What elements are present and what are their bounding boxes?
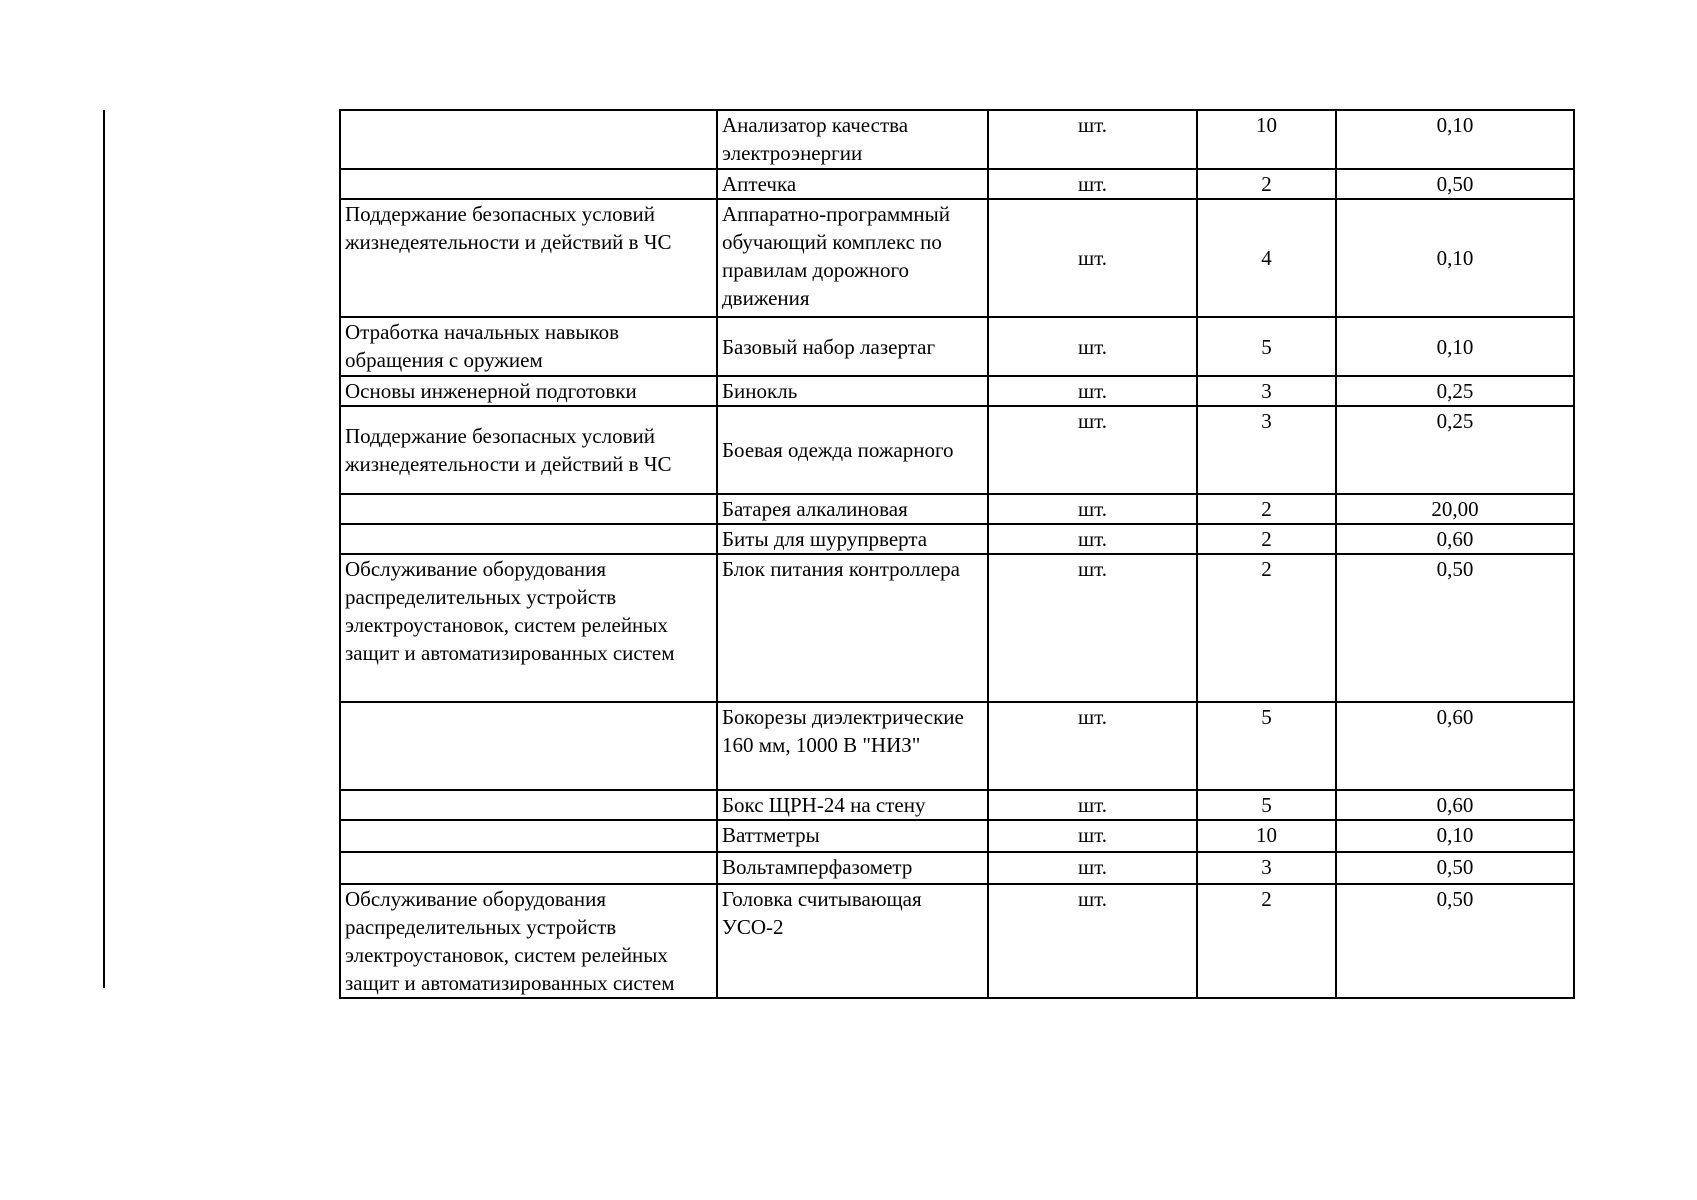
purpose-cell bbox=[340, 494, 717, 524]
norm-cell: 0,10 bbox=[1336, 199, 1574, 317]
unit-cell: шт. bbox=[988, 317, 1197, 376]
quantity-cell: 4 bbox=[1197, 199, 1336, 317]
table-row bbox=[340, 554, 1574, 702]
unit-cell: шт. bbox=[988, 554, 1197, 702]
item-name-cell: Ваттметры bbox=[717, 820, 988, 852]
unit-cell: шт. bbox=[988, 376, 1197, 406]
item-name-cell: Вольтамперфазометр bbox=[717, 852, 988, 884]
item-name-cell: Батарея алкалиновая bbox=[717, 494, 988, 524]
table-row bbox=[340, 524, 1574, 554]
table-row bbox=[340, 852, 1574, 884]
item-name-cell: Головка считывающая УСО-2 bbox=[717, 884, 988, 998]
item-name-cell: Аптечка bbox=[717, 169, 988, 199]
norm-cell: 20,00 bbox=[1336, 494, 1574, 524]
purpose-cell bbox=[340, 820, 717, 852]
item-name-cell: Бокс ЩРН-24 на стену bbox=[717, 790, 988, 820]
quantity-cell: 10 bbox=[1197, 110, 1336, 169]
unit-cell: шт. bbox=[988, 524, 1197, 554]
purpose-cell bbox=[340, 524, 717, 554]
item-name-cell: Боевая одежда пожарного bbox=[717, 406, 988, 494]
item-name-cell: Бинокль bbox=[717, 376, 988, 406]
table-row bbox=[340, 494, 1574, 524]
table-row bbox=[340, 376, 1574, 406]
norm-cell: 0,50 bbox=[1336, 852, 1574, 884]
purpose-cell bbox=[340, 790, 717, 820]
quantity-cell: 3 bbox=[1197, 852, 1336, 884]
item-name-cell: Биты для шурупрверта bbox=[717, 524, 988, 554]
norm-cell: 0,50 bbox=[1336, 884, 1574, 998]
norm-cell: 0,60 bbox=[1336, 790, 1574, 820]
purpose-cell bbox=[340, 852, 717, 884]
item-name-cell: Анализатор качества электроэнергии bbox=[717, 110, 988, 169]
unit-cell: шт. bbox=[988, 406, 1197, 494]
purpose-cell: Отработка начальных навыков обращения с оружием bbox=[340, 317, 717, 376]
quantity-cell: 3 bbox=[1197, 406, 1336, 494]
table-row bbox=[340, 820, 1574, 852]
quantity-cell: 2 bbox=[1197, 884, 1336, 998]
table-row bbox=[340, 790, 1574, 820]
purpose-cell bbox=[340, 702, 717, 790]
purpose-cell bbox=[340, 169, 717, 199]
norm-cell: 0,50 bbox=[1336, 554, 1574, 702]
table-row bbox=[340, 317, 1574, 376]
norm-cell: 0,10 bbox=[1336, 110, 1574, 169]
quantity-cell: 5 bbox=[1197, 702, 1336, 790]
purpose-cell: Поддержание безопасных условий жизнедеятельности и действий в ЧС bbox=[340, 199, 717, 317]
equipment-table bbox=[339, 109, 1575, 999]
quantity-cell: 2 bbox=[1197, 494, 1336, 524]
norm-cell: 0,10 bbox=[1336, 820, 1574, 852]
quantity-cell: 3 bbox=[1197, 376, 1336, 406]
unit-cell: шт. bbox=[988, 852, 1197, 884]
table-row bbox=[340, 110, 1574, 169]
table-row bbox=[340, 884, 1574, 998]
quantity-cell: 5 bbox=[1197, 790, 1336, 820]
table-row bbox=[340, 169, 1574, 199]
unit-cell: шт. bbox=[988, 790, 1197, 820]
purpose-cell: Поддержание безопасных условий жизнедеятельности и действий в ЧС bbox=[340, 406, 717, 494]
item-name-cell: Блок питания контроллера bbox=[717, 554, 988, 702]
quantity-cell: 2 bbox=[1197, 524, 1336, 554]
item-name-cell: Бокорезы диэлектрические 160 мм, 1000 В "НИЗ" bbox=[717, 702, 988, 790]
item-name-cell: Базовый набор лазертаг bbox=[717, 317, 988, 376]
norm-cell: 0,25 bbox=[1336, 406, 1574, 494]
norm-cell: 0,60 bbox=[1336, 524, 1574, 554]
purpose-cell: Обслуживание оборудования распределительных устройств электроустановок, систем релейных защит и автоматизированных систем bbox=[340, 884, 717, 998]
unit-cell: шт. bbox=[988, 110, 1197, 169]
quantity-cell: 5 bbox=[1197, 317, 1336, 376]
table-row bbox=[340, 199, 1574, 317]
unit-cell: шт. bbox=[988, 820, 1197, 852]
norm-cell: 0,60 bbox=[1336, 702, 1574, 790]
unit-cell: шт. bbox=[988, 199, 1197, 317]
purpose-cell: Основы инженерной подготовки bbox=[340, 376, 717, 406]
unit-cell: шт. bbox=[988, 884, 1197, 998]
page-margin-line bbox=[103, 110, 105, 988]
unit-cell: шт. bbox=[988, 169, 1197, 199]
unit-cell: шт. bbox=[988, 702, 1197, 790]
table-row bbox=[340, 406, 1574, 494]
purpose-cell bbox=[340, 110, 717, 169]
table-row bbox=[340, 702, 1574, 790]
unit-cell: шт. bbox=[988, 494, 1197, 524]
norm-cell: 0,25 bbox=[1336, 376, 1574, 406]
item-name-cell: Аппаратно-программный обучающий комплекс по правилам дорожного движения bbox=[717, 199, 988, 317]
quantity-cell: 2 bbox=[1197, 169, 1336, 199]
purpose-cell: Обслуживание оборудования распределительных устройств электроустановок, систем релейных защит и автоматизированных систем bbox=[340, 554, 717, 702]
quantity-cell: 10 bbox=[1197, 820, 1336, 852]
norm-cell: 0,10 bbox=[1336, 317, 1574, 376]
norm-cell: 0,50 bbox=[1336, 169, 1574, 199]
quantity-cell: 2 bbox=[1197, 554, 1336, 702]
